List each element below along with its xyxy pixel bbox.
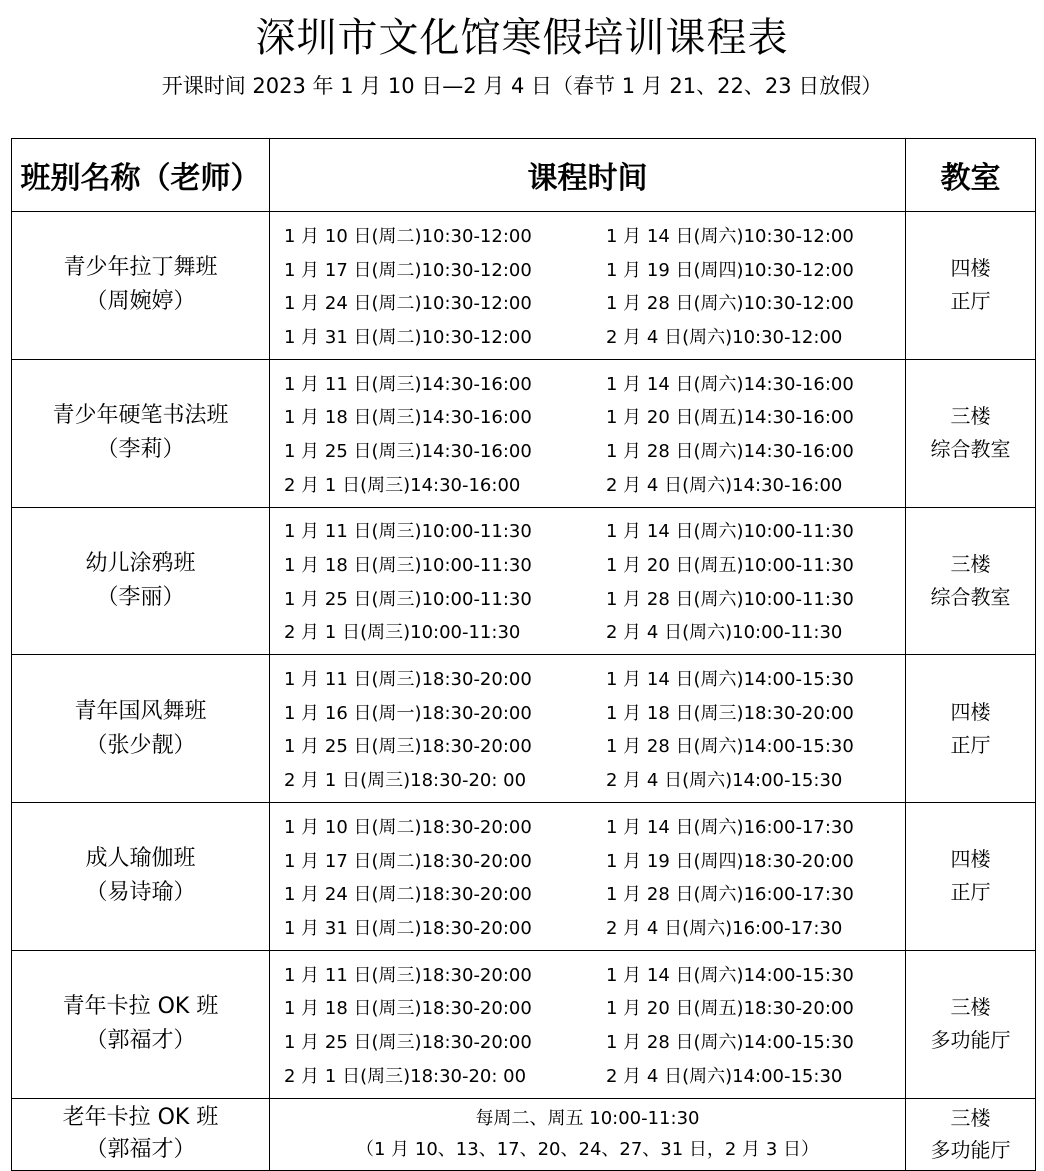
time-slot: 1 月 20 日(周五)10:00-11:30 <box>606 555 854 577</box>
time-row <box>284 467 905 501</box>
time-row <box>284 695 905 729</box>
time-slot: 1 月 11 日(周三)10:00-11:30 <box>284 521 532 543</box>
table-row <box>12 1098 1036 1170</box>
time-slot: 1 月 25 日(周三)14:30-16:00 <box>284 440 532 462</box>
time-row <box>284 615 905 649</box>
room-floor: 三楼 <box>950 995 991 1020</box>
time-row <box>284 547 905 581</box>
time-row <box>284 366 905 400</box>
time-slot: 1 月 19 日(周四)18:30-20:00 <box>606 850 854 872</box>
room-floor: 三楼 <box>950 551 991 576</box>
time-slot: 1 月 17 日(周二)10:30-12:00 <box>284 259 532 281</box>
time-slot: 1 月 31 日(周二)10:30-12:00 <box>284 326 532 348</box>
time-slot: 1 月 31 日(周二)18:30-20:00 <box>284 917 532 939</box>
header-time: 课程时间 <box>270 139 906 212</box>
time-slot: 1 月 28 日(周六)14:30-16:00 <box>606 440 854 462</box>
time-slot: 2 月 4 日(周六)16:00-17:30 <box>606 917 843 939</box>
time-row <box>284 990 905 1024</box>
time-slot: 1 月 11 日(周三)18:30-20:00 <box>284 669 532 691</box>
time-slot: 1 月 28 日(周六)14:00-15:30 <box>606 1031 854 1053</box>
class-name: 青年国风舞班 <box>74 698 207 724</box>
time-row <box>284 218 905 252</box>
times-cell <box>270 359 906 507</box>
class-cell <box>12 212 270 360</box>
schedule-body <box>12 212 1036 1171</box>
time-slot: 2 月 4 日(周六)14:00-15:30 <box>606 1065 843 1087</box>
class-cell <box>12 1098 270 1170</box>
time-row <box>284 319 905 353</box>
time-slot: 1 月 14 日(周六)14:00-15:30 <box>606 669 854 691</box>
table-row <box>12 212 1036 360</box>
room-name: 正厅 <box>950 732 991 757</box>
room-cell <box>906 359 1036 507</box>
time-slot: 1 月 20 日(周五)14:30-16:00 <box>606 407 854 429</box>
room-cell <box>906 507 1036 655</box>
class-name: 青少年拉丁舞班 <box>63 255 218 281</box>
time-slot: 1 月 10 日(周二)18:30-20:00 <box>284 816 532 838</box>
times-cell <box>270 655 906 803</box>
time-slot: 1 月 14 日(周六)14:30-16:00 <box>606 373 854 395</box>
time-slot: 2 月 1 日(周三)18:30-20: 00 <box>284 1065 527 1087</box>
class-teacher: （郭福才） <box>85 1137 196 1162</box>
time-slot: 1 月 10 日(周二)10:30-12:00 <box>284 225 532 247</box>
table-row <box>12 507 1036 655</box>
time-slot: 1 月 16 日(周一)18:30-20:00 <box>284 702 532 724</box>
schedule-weekly: 每周二、周五 10:00-11:30 <box>475 1108 700 1129</box>
class-cell <box>12 507 270 655</box>
time-slot: 2 月 4 日(周六)10:00-11:30 <box>606 622 843 644</box>
room-name: 综合教室 <box>930 437 1011 462</box>
time-slot: 1 月 28 日(周六)10:30-12:00 <box>606 293 854 315</box>
time-row <box>284 910 905 944</box>
room-name: 多功能厅 <box>930 1138 1011 1162</box>
time-slot: 1 月 18 日(周三)10:00-11:30 <box>284 555 532 577</box>
room-floor: 三楼 <box>950 1106 991 1130</box>
header-class: 班别名称（老师） <box>12 139 270 212</box>
time-slot: 1 月 14 日(周六)14:00-15:30 <box>606 964 854 986</box>
time-slot: 1 月 14 日(周六)10:00-11:30 <box>606 521 854 543</box>
room-name: 综合教室 <box>930 584 1011 609</box>
time-slot: 2 月 4 日(周六)10:30-12:00 <box>606 326 843 348</box>
time-slot: 1 月 20 日(周五)18:30-20:00 <box>606 998 854 1020</box>
room-cell <box>906 1098 1036 1170</box>
time-slot: 1 月 19 日(周四)10:30-12:00 <box>606 259 854 281</box>
times-cell <box>270 507 906 655</box>
class-name: 青年卡拉 OK 班 <box>62 994 219 1020</box>
class-teacher: （张少靓） <box>85 732 196 758</box>
schedule-dates: （1 月 10、13、17、20、24、27、31 日，2 月 3 日） <box>355 1139 819 1160</box>
times-cell <box>270 212 906 360</box>
table-row <box>12 359 1036 507</box>
time-row <box>284 762 905 796</box>
time-row <box>284 876 905 910</box>
time-row <box>284 1058 905 1092</box>
room-name: 正厅 <box>950 880 991 905</box>
class-name: 成人瑜伽班 <box>85 846 196 872</box>
times-cell <box>270 950 906 1098</box>
room-name: 正厅 <box>950 289 991 314</box>
time-slot: 1 月 24 日(周二)10:30-12:00 <box>284 293 532 315</box>
class-name: 幼儿涂鸦班 <box>85 550 196 576</box>
class-cell <box>12 655 270 803</box>
time-row <box>284 843 905 877</box>
time-slot: 1 月 28 日(周六)14:00-15:30 <box>606 736 854 758</box>
time-slot: 2 月 1 日(周三)18:30-20: 00 <box>284 770 527 792</box>
time-slot: 1 月 24 日(周二)18:30-20:00 <box>284 884 532 906</box>
time-slot: 1 月 18 日(周三)14:30-16:00 <box>284 407 532 429</box>
table-header-row <box>12 139 1036 212</box>
class-cell <box>12 803 270 951</box>
class-name: 青少年硬笔书法班 <box>52 403 229 429</box>
room-name: 多功能厅 <box>930 1028 1011 1053</box>
time-slot: 1 月 14 日(周六)10:30-12:00 <box>606 225 854 247</box>
time-slot: 1 月 11 日(周三)18:30-20:00 <box>284 964 532 986</box>
times-cell <box>270 1098 906 1170</box>
class-name: 老年卡拉 OK 班 <box>62 1105 219 1130</box>
time-slot: 2 月 1 日(周三)10:00-11:30 <box>284 622 521 644</box>
room-cell <box>906 950 1036 1098</box>
class-teacher: （周婉婷） <box>85 289 196 315</box>
time-row <box>284 581 905 615</box>
class-cell <box>12 359 270 507</box>
room-floor: 四楼 <box>950 256 991 281</box>
time-row <box>284 252 905 286</box>
header-room: 教室 <box>906 139 1036 212</box>
time-slot: 2 月 4 日(周六)14:00-15:30 <box>606 770 843 792</box>
time-slot: 1 月 18 日(周三)18:30-20:00 <box>606 702 854 724</box>
time-slot: 1 月 11 日(周三)14:30-16:00 <box>284 373 532 395</box>
table-row <box>12 803 1036 951</box>
class-cell <box>12 950 270 1098</box>
class-teacher: （郭福才） <box>85 1028 196 1054</box>
room-floor: 四楼 <box>950 699 991 724</box>
room-cell <box>906 803 1036 951</box>
time-slot: 1 月 28 日(周六)16:00-17:30 <box>606 884 854 906</box>
schedule-table <box>11 138 1036 1171</box>
table-row <box>12 655 1036 803</box>
class-teacher: （李莉） <box>96 437 185 463</box>
table-row <box>12 950 1036 1098</box>
class-teacher: （李丽） <box>96 584 185 610</box>
page-title: 深圳市文化馆寒假培训课程表 <box>255 15 789 61</box>
time-slot: 1 月 28 日(周六)10:00-11:30 <box>606 588 854 610</box>
time-slot: 1 月 17 日(周二)18:30-20:00 <box>284 850 532 872</box>
time-slot: 1 月 25 日(周三)18:30-20:00 <box>284 1031 532 1053</box>
time-slot: 2 月 4 日(周六)14:30-16:00 <box>606 474 843 496</box>
time-row <box>284 957 905 991</box>
room-cell <box>906 655 1036 803</box>
times-cell <box>270 803 906 951</box>
room-floor: 四楼 <box>950 847 991 872</box>
class-teacher: （易诗瑜） <box>85 880 196 906</box>
time-row <box>284 661 905 695</box>
time-slot: 1 月 18 日(周三)18:30-20:00 <box>284 998 532 1020</box>
time-slot: 1 月 25 日(周三)10:00-11:30 <box>284 588 532 610</box>
time-slot: 1 月 25 日(周三)18:30-20:00 <box>284 736 532 758</box>
time-row <box>284 809 905 843</box>
time-row <box>284 1024 905 1058</box>
time-slot: 1 月 14 日(周六)16:00-17:30 <box>606 816 854 838</box>
time-row <box>284 729 905 763</box>
time-row <box>284 433 905 467</box>
page-subtitle: 开课时间 2023 年 1 月 10 日—2 月 4 日（春节 1 月 21、22、23 日放假） <box>161 74 883 98</box>
room-floor: 三楼 <box>950 404 991 429</box>
time-row <box>284 285 905 319</box>
time-row <box>284 399 905 433</box>
time-slot: 2 月 1 日(周三)14:30-16:00 <box>284 474 521 496</box>
room-cell <box>906 212 1036 360</box>
time-row <box>284 514 905 548</box>
